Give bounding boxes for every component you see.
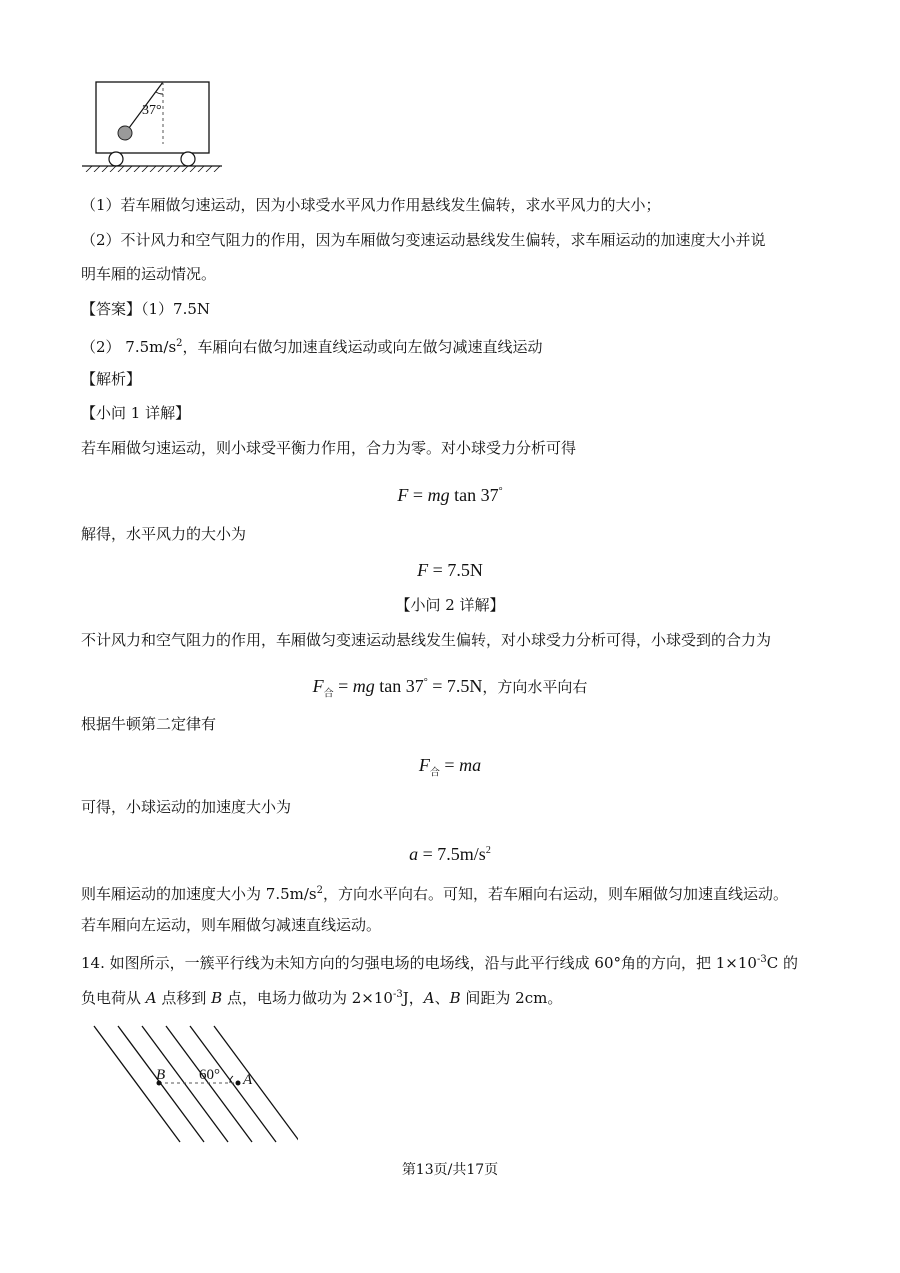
field-line-3 (142, 1026, 228, 1142)
angle-label-37: 37° (142, 103, 162, 118)
sub-question-2-text: 不计风力和空气阻力的作用，车厢做匀变速运动悬线发生偏转，对小球受力分析可得，小球受到的合力为 (81, 631, 772, 649)
field-line-5 (190, 1026, 276, 1142)
equation-5: $a = 7.5m/s^2$ (409, 844, 491, 864)
left-wheel (109, 152, 123, 166)
acceleration-text: 可得，小球运动的加速度大小为 (81, 798, 292, 816)
angle-label-60: 60° (199, 1067, 220, 1083)
pendulum-ball (118, 126, 132, 140)
newton-text: 根据牛顿第二定律有 (81, 715, 217, 733)
sub-question-1-text: 若车厢做匀速运动，则小球受平衡力作用，合力为零。对小球受力分析可得 (81, 439, 577, 457)
equation-2: F = 7.5N (417, 560, 483, 580)
conclusion-line-1: 则车厢运动的加速度大小为 $7.5m/s^2$，方向水平向右。可知，若车厢向右运动，则车厢做匀加速直线运动。 (81, 885, 788, 903)
answer-label: 【答案】 (81, 300, 142, 318)
conclusion-line-2: 若车厢向左运动，则车厢做匀减速直线运动。 (81, 916, 382, 934)
field-line-6 (214, 1026, 298, 1142)
label-a: A (243, 1072, 253, 1088)
equation-3: $F_合$ = mg tan 37° = 7.5N，方向水平向右 (312, 676, 588, 700)
field-lines (94, 1026, 298, 1142)
answer-line-2: （2） $7.5m/s^2$，车厢向右做匀加速直线运动或向左做匀减速直线运动 (81, 338, 543, 356)
point-a (236, 1081, 241, 1086)
electric-field-figure (88, 1018, 298, 1148)
question-14-line-1: 14. 如图所示，一簇平行线为未知方向的匀强电场的电场线，沿与此平行线成 60°角的方向，把 $1\times 10^{-3}C$ 的 (81, 954, 798, 972)
answer-line-1 (81, 299, 210, 319)
question-2-line-1: （2）不计风力和空气阻力的作用，因为车厢做匀变速运动悬线发生偏转，求车厢运动的加速度大小并说 (81, 231, 766, 249)
equation-4: $F_合$ = ma (418, 755, 482, 779)
cart-pendulum-figure (80, 72, 230, 172)
page-footer: 第13页/共17页 (401, 1162, 499, 1178)
equation-1: F = mg tan 37° (397, 485, 503, 505)
label-b: B (156, 1067, 166, 1083)
angle-arc (156, 92, 163, 94)
sub-question-1-title: 【小问 1 详解】 (81, 404, 191, 422)
right-wheel (181, 152, 195, 166)
analysis-label: 【解析】 (81, 370, 142, 388)
question-1: （1）若车厢做匀速运动，因为小球受水平风力作用悬线发生偏转，求水平风力的大小； (81, 196, 661, 214)
ground-hatching (86, 166, 220, 172)
field-line-1 (94, 1026, 180, 1142)
sub-question-2-title: 【小问 2 详解】 (395, 596, 505, 614)
question-2-line-2: 明车厢的运动情况。 (81, 265, 217, 283)
answer-1: （1）7.5N (141, 300, 211, 318)
solve-text: 解得，水平风力的大小为 (81, 525, 247, 543)
question-14-line-2: 负电荷从 A 点移到 B 点，电场力做功为 $2\times 10^{-3}J$，A、B 间距为 2cm。 (81, 989, 563, 1007)
